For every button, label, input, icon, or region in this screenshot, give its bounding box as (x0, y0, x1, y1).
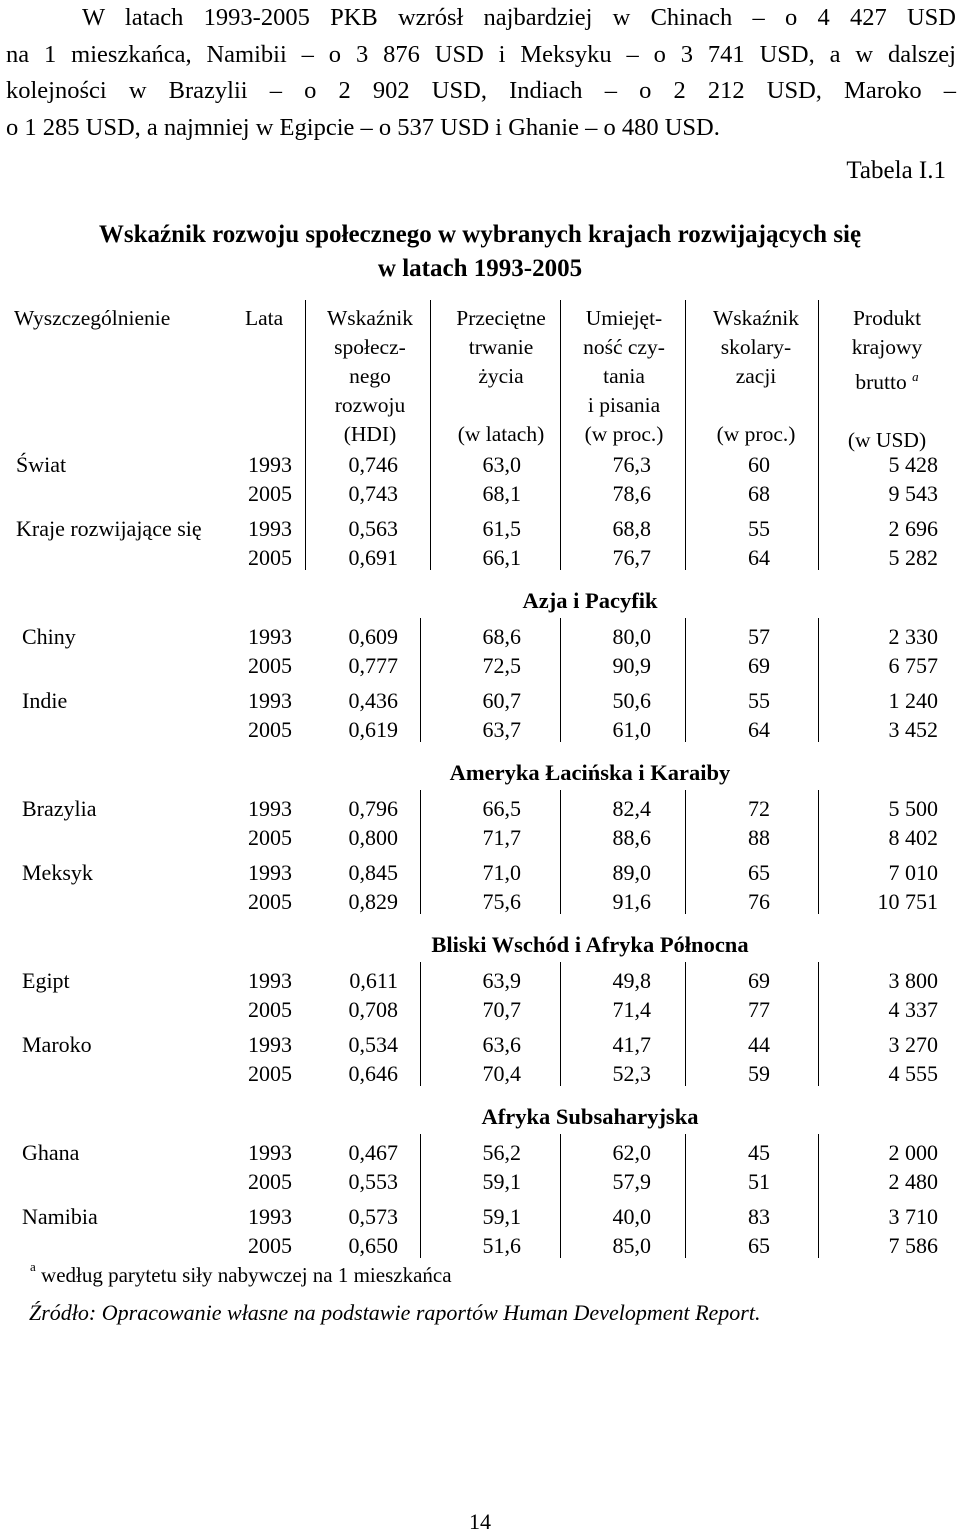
cell-hdi: 0,650 (348, 1233, 398, 1258)
header-gdp (822, 304, 952, 455)
source-note (29, 1300, 760, 1326)
cell-hdi: 0,611 (349, 968, 398, 993)
cell-lit: 50,6 (612, 688, 651, 713)
table-label: Tabela I.1 (846, 157, 946, 184)
column-divider (560, 962, 561, 1086)
cell-year: 2005 (248, 545, 292, 570)
cell-sch: 44 (748, 1032, 770, 1057)
source-prefix: Źródło: (29, 1300, 102, 1325)
header-year: Lata (245, 306, 284, 330)
cell-gdp: 2 696 (888, 516, 938, 541)
cell-lit: 40,0 (612, 1204, 651, 1229)
cell-hdi: 0,619 (348, 717, 398, 742)
header-line: społecz- (334, 335, 406, 359)
cell-gdp: 3 800 (888, 968, 938, 993)
cell-life: 51,6 (482, 1233, 521, 1258)
row-label: Indie (22, 688, 68, 713)
cell-year: 1993 (248, 796, 292, 821)
cell-sch: 45 (748, 1140, 770, 1165)
header-name: Wyszczególnienie (14, 306, 171, 330)
cell-year: 2005 (248, 825, 292, 850)
cell-life: 63,7 (482, 717, 521, 742)
cell-hdi: 0,746 (348, 452, 398, 477)
cell-year: 1993 (248, 688, 292, 713)
column-divider (420, 1134, 421, 1258)
header-line: (w proc.) (716, 422, 796, 446)
column-divider (685, 1134, 686, 1258)
cell-sch: 83 (748, 1204, 770, 1229)
cell-life: 63,0 (482, 452, 521, 477)
cell-sch: 69 (748, 968, 770, 993)
region-title: Afryka Subsaharyjska (481, 1104, 699, 1129)
cell-life: 71,0 (482, 860, 521, 885)
header-gdp-text: brutto (855, 370, 907, 395)
header-line: i pisania (587, 393, 661, 417)
header-line: ność czy- (583, 335, 665, 359)
column-divider (685, 790, 686, 914)
cell-sch: 51 (748, 1169, 770, 1194)
cell-hdi: 0,646 (348, 1061, 398, 1086)
header-line: tania (603, 364, 645, 388)
cell-life: 61,5 (482, 516, 521, 541)
cell-year: 1993 (248, 516, 292, 541)
footnote-text: według parytetu siły nabywczej na 1 mieszkańca (35, 1263, 452, 1287)
page-number: 14 (469, 1509, 491, 1534)
cell-lit: 78,6 (612, 481, 651, 506)
cell-year: 2005 (248, 1061, 292, 1086)
column-divider (420, 790, 421, 914)
footnote-marker: a (30, 1259, 36, 1274)
cell-life: 75,6 (482, 889, 521, 914)
cell-life: 66,1 (482, 545, 521, 570)
cell-lit: 82,4 (612, 796, 651, 821)
cell-gdp: 3 710 (888, 1204, 938, 1229)
region-title: Bliski Wschód i Afryka Północna (431, 932, 749, 957)
cell-hdi: 0,563 (348, 516, 398, 541)
header-line: (HDI) (343, 422, 397, 446)
row-label: Egipt (22, 968, 70, 993)
cell-lit: 89,0 (612, 860, 651, 885)
row-label: Kraje rozwijające się (16, 516, 202, 541)
cell-gdp: 1 240 (888, 688, 938, 713)
cell-hdi: 0,800 (348, 825, 398, 850)
row-label: Meksyk (22, 860, 93, 885)
cell-lit: 76,3 (612, 452, 651, 477)
header-line: Wskaźnik (327, 306, 413, 330)
column-divider (560, 1134, 561, 1258)
header-line: skolary- (720, 335, 792, 359)
region-title: Azja i Pacyfik (522, 588, 658, 613)
cell-sch: 72 (748, 796, 770, 821)
column-divider (560, 790, 561, 914)
cell-sch: 60 (748, 452, 770, 477)
header-line: trwanie (468, 335, 534, 359)
cell-year: 1993 (248, 624, 292, 649)
cell-year: 2005 (248, 717, 292, 742)
cell-hdi: 0,609 (348, 624, 398, 649)
cell-sch: 65 (748, 860, 770, 885)
cell-gdp: 7 010 (888, 860, 938, 885)
cell-life: 56,2 (482, 1140, 521, 1165)
cell-sch: 55 (748, 688, 770, 713)
cell-life: 68,1 (482, 481, 521, 506)
row-label: Namibia (22, 1204, 98, 1229)
header-line: Przeciętne (456, 306, 546, 330)
cell-life: 68,6 (482, 624, 521, 649)
cell-lit: 52,3 (612, 1061, 651, 1086)
cell-sch: 69 (748, 653, 770, 678)
cell-life: 63,9 (482, 968, 521, 993)
table-title-line: Wskaźnik rozwoju społecznego w wybranych krajach rozwijających się (98, 221, 862, 248)
cell-year: 1993 (248, 968, 292, 993)
cell-gdp: 5 282 (888, 545, 938, 570)
header-literacy (564, 304, 684, 449)
row-label: Maroko (22, 1032, 92, 1057)
cell-hdi: 0,467 (348, 1140, 398, 1165)
cell-hdi: 0,829 (348, 889, 398, 914)
cell-lit: 91,6 (612, 889, 651, 914)
column-divider (305, 300, 306, 570)
cell-life: 72,5 (482, 653, 521, 678)
cell-hdi: 0,708 (348, 997, 398, 1022)
table-title-line: w latach 1993-2005 (377, 255, 583, 282)
cell-lit: 85,0 (612, 1233, 651, 1258)
cell-life: 70,7 (482, 997, 521, 1022)
cell-lit: 49,8 (612, 968, 651, 993)
intro-line: o 1 285 USD, a najmniej w Egipcie – o 537 USD i Ghanie – o 480 USD. (6, 113, 720, 141)
cell-life: 60,7 (482, 688, 521, 713)
cell-hdi: 0,796 (348, 796, 398, 821)
cell-gdp: 2 480 (888, 1169, 938, 1194)
column-divider (560, 300, 561, 570)
cell-life: 71,7 (482, 825, 521, 850)
header-line: (w latach) (457, 422, 545, 446)
row-label: Ghana (22, 1140, 80, 1165)
row-label: Brazylia (22, 796, 97, 821)
cell-sch: 57 (748, 624, 770, 649)
cell-hdi: 0,743 (348, 481, 398, 506)
header-line: (w proc.) (584, 422, 664, 446)
cell-lit: 61,0 (612, 717, 651, 742)
cell-hdi: 0,777 (348, 653, 398, 678)
cell-lit: 76,7 (612, 545, 651, 570)
cell-hdi: 0,436 (348, 688, 398, 713)
column-divider (430, 300, 431, 570)
cell-gdp: 8 402 (888, 825, 938, 850)
header-spacer (822, 397, 952, 426)
cell-hdi: 0,691 (348, 545, 398, 570)
cell-lit: 90,9 (612, 653, 651, 678)
cell-year: 1993 (248, 1140, 292, 1165)
cell-year: 1993 (248, 1032, 292, 1057)
column-divider (560, 618, 561, 742)
cell-year: 2005 (248, 997, 292, 1022)
cell-gdp: 3 270 (888, 1032, 938, 1057)
header-spacer (696, 391, 816, 420)
header-line: Produkt (852, 306, 922, 330)
cell-life: 70,4 (482, 1061, 521, 1086)
cell-sch: 76 (748, 889, 770, 914)
intro-line: na 1 mieszkańca, Namibii – o 3 876 USD i Meksyku – o 3 741 USD, a w dalszej (6, 40, 956, 68)
cell-lit: 88,6 (612, 825, 651, 850)
header-line (822, 362, 952, 397)
cell-gdp: 5 428 (888, 452, 938, 477)
cell-sch: 64 (748, 717, 770, 742)
cell-lit: 71,4 (612, 997, 651, 1022)
cell-lit: 57,9 (612, 1169, 651, 1194)
header-line: zacji (735, 364, 777, 388)
cell-sch: 64 (748, 545, 770, 570)
column-divider (685, 300, 686, 570)
intro-line: kolejności w Brazylii – o 2 902 USD, Indiach – o 2 212 USD, Maroko – (6, 77, 956, 104)
row-label: Świat (16, 452, 67, 477)
header-line: rozwoju (334, 393, 406, 417)
cell-year: 2005 (248, 889, 292, 914)
header-line: (w USD) (847, 428, 927, 453)
cell-year: 2005 (248, 653, 292, 678)
cell-lit: 80,0 (612, 624, 651, 649)
cell-sch: 88 (748, 825, 770, 850)
row-label: Chiny (22, 624, 76, 649)
cell-sch: 59 (748, 1061, 770, 1086)
cell-year: 2005 (248, 481, 292, 506)
source-text: Opracowanie własne na podstawie raportów Human Development Report. (101, 1300, 761, 1325)
cell-gdp: 4 337 (888, 997, 938, 1022)
cell-gdp: 5 500 (888, 796, 938, 821)
cell-sch: 65 (748, 1233, 770, 1258)
column-divider (420, 618, 421, 742)
cell-gdp: 4 555 (888, 1061, 938, 1086)
cell-life: 59,1 (482, 1169, 521, 1194)
cell-hdi: 0,573 (348, 1204, 398, 1229)
header-spacer (436, 391, 566, 420)
column-divider (685, 618, 686, 742)
cell-year: 1993 (248, 1204, 292, 1229)
header-line: Umiejęt- (585, 306, 663, 330)
cell-gdp: 7 586 (888, 1233, 938, 1258)
cell-lit: 62,0 (612, 1140, 651, 1165)
cell-lit: 68,8 (612, 516, 651, 541)
cell-gdp: 10 751 (877, 889, 938, 914)
cell-hdi: 0,553 (348, 1169, 398, 1194)
cell-hdi: 0,534 (348, 1032, 398, 1057)
table-title (0, 218, 960, 286)
cell-gdp: 2 330 (888, 624, 938, 649)
intro-paragraph (6, 0, 956, 146)
header-line: życia (478, 364, 524, 388)
cell-year: 1993 (248, 860, 292, 885)
header-line: krajowy (851, 335, 923, 359)
cell-gdp: 6 757 (888, 653, 938, 678)
cell-year: 1993 (248, 452, 292, 477)
footnote (30, 1259, 452, 1288)
cell-life: 66,5 (482, 796, 521, 821)
cell-lit: 41,7 (612, 1032, 651, 1057)
region-title: Ameryka Łacińska i Karaiby (449, 760, 731, 785)
cell-gdp: 9 543 (888, 481, 938, 506)
cell-sch: 77 (748, 997, 770, 1022)
column-divider (420, 962, 421, 1086)
cell-year: 2005 (248, 1233, 292, 1258)
cell-sch: 55 (748, 516, 770, 541)
cell-year: 2005 (248, 1169, 292, 1194)
header-life (436, 304, 566, 449)
column-divider (685, 962, 686, 1086)
header-hdi (310, 304, 430, 449)
cell-gdp: 2 000 (888, 1140, 938, 1165)
footnote-marker: a (912, 369, 919, 384)
header-line: Wskaźnik (713, 306, 799, 330)
cell-sch: 68 (748, 481, 770, 506)
cell-life: 63,6 (482, 1032, 521, 1057)
cell-hdi: 0,845 (348, 860, 398, 885)
intro-line: W latach 1993-2005 PKB wzrósł najbardziej w Chinach – o 4 427 USD (82, 4, 956, 31)
header-schooling (696, 304, 816, 449)
cell-gdp: 3 452 (888, 717, 938, 742)
header-line: nego (349, 364, 391, 388)
cell-life: 59,1 (482, 1204, 521, 1229)
